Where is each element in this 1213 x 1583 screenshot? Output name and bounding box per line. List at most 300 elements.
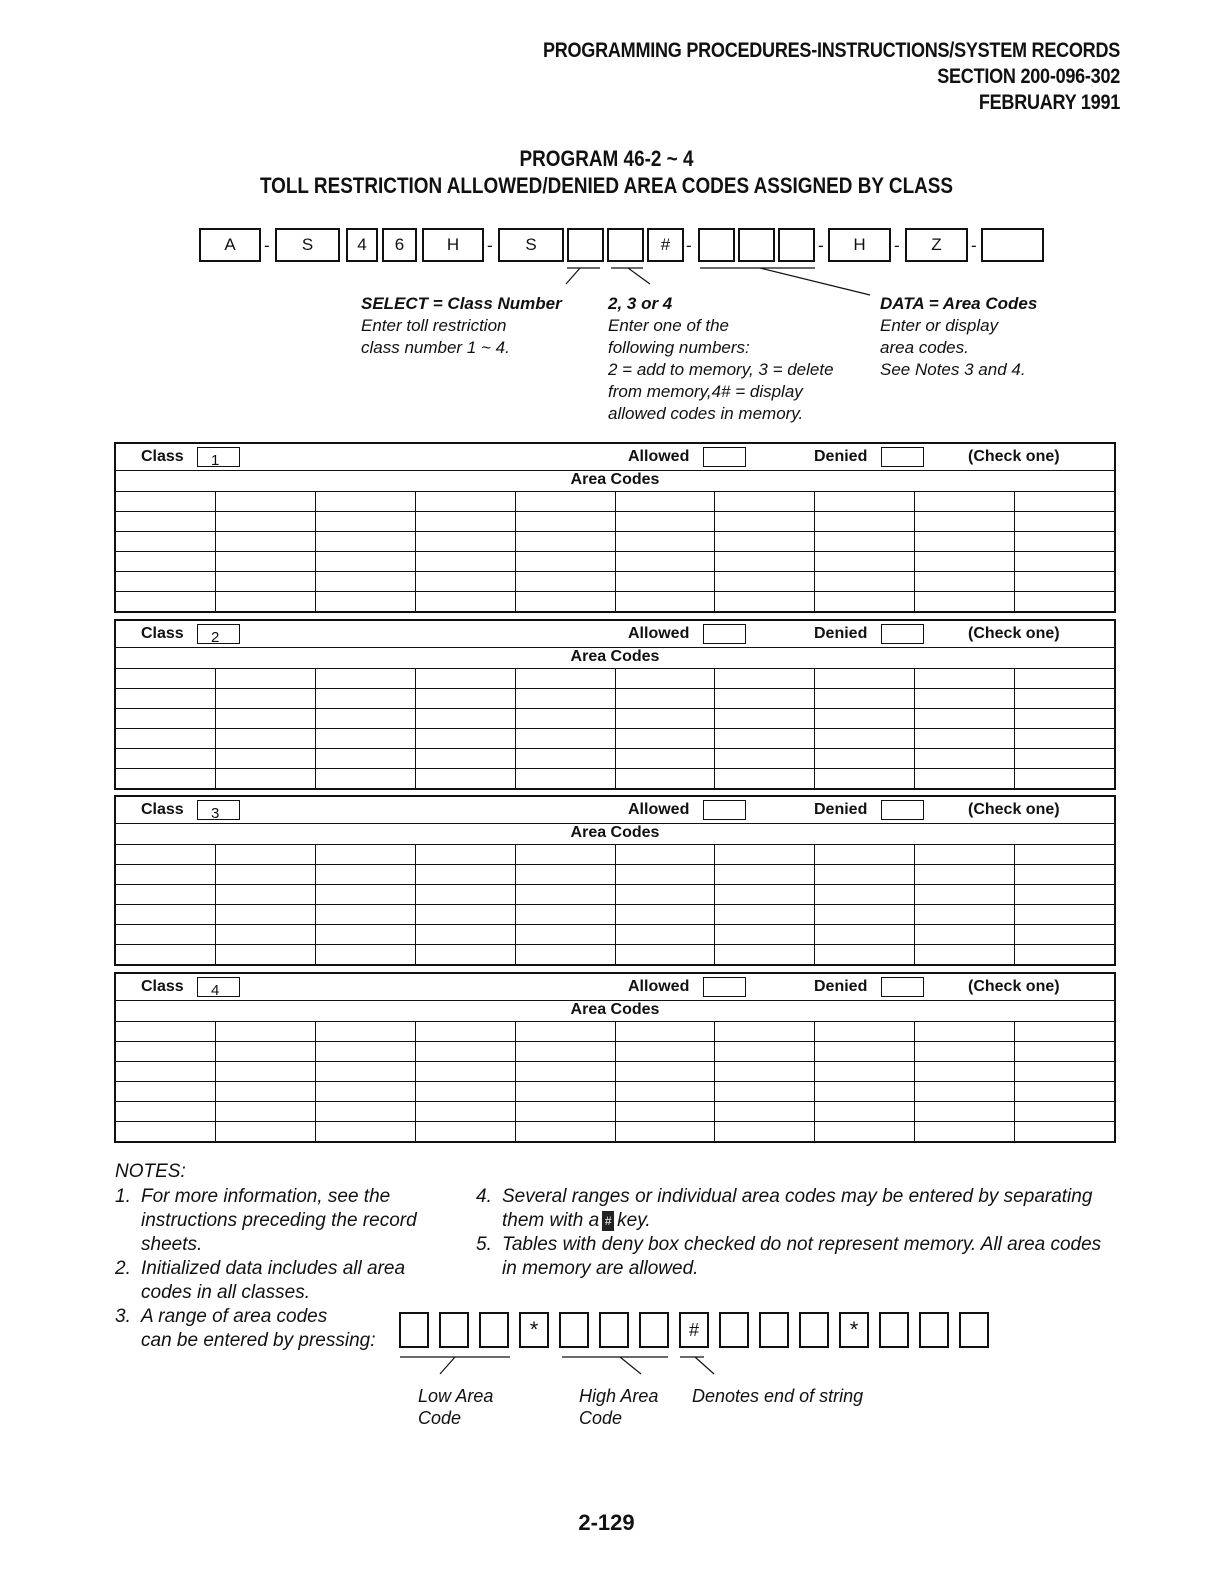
area-code-cell[interactable] [116,592,216,611]
area-code-cell[interactable] [516,1122,616,1141]
area-code-cell[interactable] [616,1022,716,1041]
area-code-cell[interactable] [216,865,316,884]
area-code-cell[interactable] [616,709,716,728]
area-code-cell[interactable] [116,1082,216,1101]
area-code-cell[interactable] [316,865,416,884]
area-code-cell[interactable] [715,1042,815,1061]
area-code-cell[interactable] [815,492,915,511]
denied-label: Denied [814,978,868,995]
class-table-header [116,974,1114,1000]
area-code-cell[interactable] [715,592,815,611]
area-code-cell[interactable] [1015,669,1114,688]
table-row [116,728,1114,748]
area-code-cell[interactable] [116,885,216,904]
area-code-cell[interactable] [316,1102,416,1121]
area-code-cell[interactable] [216,1062,316,1081]
area-code-cell[interactable] [316,1082,416,1101]
area-code-cell[interactable] [915,689,1015,708]
area-code-cell[interactable] [516,749,616,768]
area-code-cell[interactable] [316,769,416,788]
area-code-cell[interactable] [815,1022,915,1041]
area-code-cell[interactable] [416,552,516,571]
allowed-label: Allowed [628,978,690,995]
area-code-cell[interactable] [1015,905,1114,924]
area-code-cell[interactable] [516,925,616,944]
area-code-cell[interactable] [616,1062,716,1081]
table-row [116,1061,1114,1081]
table-row [116,668,1114,688]
area-code-cell[interactable] [116,905,216,924]
area-code-cell[interactable] [815,729,915,748]
area-code-cell[interactable] [216,669,316,688]
table-row [116,924,1114,944]
area-code-cell[interactable] [815,592,915,611]
area-code-cell[interactable] [216,592,316,611]
area-code-cell[interactable] [416,1042,516,1061]
data-title: DATA = Area Codes [880,294,1038,313]
key-dash: - [971,236,977,255]
area-code-cell[interactable] [116,689,216,708]
area-code-cell[interactable] [815,689,915,708]
area-code-cell[interactable] [815,865,915,884]
area-code-cell[interactable] [416,532,516,551]
area-code-cell[interactable] [116,945,216,964]
area-code-cell[interactable] [116,1102,216,1121]
area-code-cell[interactable] [216,845,316,864]
area-code-cell[interactable] [116,552,216,571]
area-code-cell[interactable] [516,865,616,884]
area-code-cell[interactable] [715,1102,815,1121]
area-code-cell[interactable] [715,729,815,748]
area-code-cell[interactable] [1015,945,1114,964]
key-dash: - [264,236,270,255]
area-code-cell[interactable] [616,729,716,748]
area-code-cell[interactable] [915,532,1015,551]
area-code-cell[interactable] [516,845,616,864]
area-code-cell[interactable] [116,865,216,884]
area-code-cell[interactable] [1015,572,1114,591]
area-code-cell[interactable] [516,669,616,688]
range-box-9 [799,1312,829,1348]
denied-checkbox[interactable] [881,447,924,467]
table-row [116,531,1114,551]
area-code-cell[interactable] [715,885,815,904]
area-code-cell[interactable] [516,572,616,591]
area-codes-heading: Area Codes [116,823,1114,844]
class-number: 4 [211,982,220,999]
area-code-cell[interactable] [316,729,416,748]
area-code-cell[interactable] [1015,492,1114,511]
area-code-cell[interactable] [416,1062,516,1081]
area-code-cell[interactable] [116,572,216,591]
area-code-cell[interactable] [216,1102,316,1121]
note-1 [115,1185,455,1257]
area-code-cell[interactable] [915,845,1015,864]
area-code-cell[interactable] [216,885,316,904]
area-code-cell[interactable] [216,769,316,788]
area-code-cell[interactable] [715,925,815,944]
area-code-cell[interactable] [416,689,516,708]
area-code-cell[interactable] [715,749,815,768]
area-code-cell[interactable] [416,1082,516,1101]
area-code-cell[interactable] [316,845,416,864]
area-code-cell[interactable] [316,885,416,904]
area-code-cell[interactable] [616,592,716,611]
area-code-cell[interactable] [616,492,716,511]
area-code-cell[interactable] [316,749,416,768]
area-code-cell[interactable] [915,769,1015,788]
area-code-cell[interactable] [1015,1122,1114,1141]
area-code-cell[interactable] [316,1062,416,1081]
area-code-cell[interactable] [216,945,316,964]
area-code-cell[interactable] [915,1122,1015,1141]
area-code-cell[interactable] [516,769,616,788]
area-code-grid [116,844,1114,964]
table-row [116,768,1114,788]
area-code-cell[interactable] [915,885,1015,904]
area-code-cell[interactable] [616,552,716,571]
area-code-cell[interactable] [216,729,316,748]
table-row [116,551,1114,571]
note-text: sheets. [141,1234,203,1255]
area-code-cell[interactable] [815,552,915,571]
area-code-cell[interactable] [516,1062,616,1081]
area-code-cell[interactable] [416,1022,516,1041]
area-code-cell[interactable] [715,945,815,964]
area-code-cell[interactable] [116,769,216,788]
class-number-box [197,800,240,820]
area-code-cell[interactable] [516,532,616,551]
allowed-checkbox[interactable] [703,800,746,820]
area-code-cell[interactable] [915,492,1015,511]
area-code-cell[interactable] [416,945,516,964]
key-a: A [199,228,261,262]
area-code-cell[interactable] [316,532,416,551]
area-code-cell[interactable] [815,945,915,964]
area-code-cell[interactable] [815,749,915,768]
area-code-cell[interactable] [1015,1062,1114,1081]
range-box-3 [479,1312,509,1348]
area-code-cell[interactable] [1015,1102,1114,1121]
area-code-cell[interactable] [1015,592,1114,611]
area-code-cell[interactable] [216,532,316,551]
area-code-cell[interactable] [915,865,1015,884]
area-code-cell[interactable] [616,1082,716,1101]
area-code-cell[interactable] [815,572,915,591]
area-code-cell[interactable] [316,669,416,688]
area-code-cell[interactable] [915,1042,1015,1061]
area-code-cell[interactable] [715,709,815,728]
area-code-cell[interactable] [915,1102,1015,1121]
area-code-cell[interactable] [1015,1042,1114,1061]
area-code-cell[interactable] [316,552,416,571]
area-code-cell[interactable] [216,1022,316,1041]
area-code-cell[interactable] [715,552,815,571]
allowed-checkbox[interactable] [703,447,746,467]
area-code-cell[interactable] [915,749,1015,768]
area-code-cell[interactable] [116,1022,216,1041]
area-code-cell[interactable] [616,865,716,884]
key-hash: # [647,228,684,262]
key-4: 4 [346,228,378,262]
range-box-7 [719,1312,749,1348]
key-dash: - [686,236,692,255]
area-code-cell[interactable] [416,1102,516,1121]
area-code-cell[interactable] [416,572,516,591]
table-row [116,708,1114,728]
area-code-cell[interactable] [216,709,316,728]
table-row [116,864,1114,884]
area-code-cell[interactable] [616,1102,716,1121]
area-code-cell[interactable] [915,945,1015,964]
note-number: 2. [115,1258,131,1279]
area-code-cell[interactable] [616,669,716,688]
area-code-cell[interactable] [416,885,516,904]
area-code-cell[interactable] [416,709,516,728]
area-code-cell[interactable] [516,492,616,511]
area-code-cell[interactable] [216,1122,316,1141]
area-code-cell[interactable] [815,1062,915,1081]
option-line-5: allowed codes in memory. [608,404,804,423]
note-number: 5. [476,1234,492,1255]
key-dash: - [894,236,900,255]
area-code-cell[interactable] [815,532,915,551]
area-code-cell[interactable] [815,1122,915,1141]
area-code-cell[interactable] [316,689,416,708]
area-code-cell[interactable] [416,492,516,511]
area-code-cell[interactable] [316,512,416,531]
area-codes-heading: Area Codes [116,647,1114,668]
area-code-cell[interactable] [1015,729,1114,748]
area-code-cell[interactable] [815,512,915,531]
area-code-cell[interactable] [616,925,716,944]
area-code-cell[interactable] [316,905,416,924]
area-code-cell[interactable] [915,592,1015,611]
area-code-cell[interactable] [516,709,616,728]
area-code-cell[interactable] [116,925,216,944]
area-code-cell[interactable] [1015,709,1114,728]
area-code-cell[interactable] [915,1082,1015,1101]
area-code-cell[interactable] [416,592,516,611]
area-code-cell[interactable] [216,572,316,591]
area-code-cell[interactable] [715,1022,815,1041]
area-code-cell[interactable] [915,1062,1015,1081]
area-code-cell[interactable] [516,905,616,924]
area-code-cell[interactable] [1015,689,1114,708]
check-one-label: (Check one) [968,448,1060,465]
denied-checkbox[interactable] [881,624,924,644]
allowed-checkbox[interactable] [703,624,746,644]
area-code-cell[interactable] [316,592,416,611]
area-code-cell[interactable] [216,689,316,708]
area-code-cell[interactable] [116,532,216,551]
area-code-cell[interactable] [715,1082,815,1101]
area-code-cell[interactable] [216,749,316,768]
area-code-cell[interactable] [316,709,416,728]
area-code-cell[interactable] [915,905,1015,924]
area-code-cell[interactable] [915,552,1015,571]
area-code-cell[interactable] [616,769,716,788]
area-code-cell[interactable] [1015,1022,1114,1041]
area-code-cell[interactable] [416,749,516,768]
area-code-cell[interactable] [715,865,815,884]
area-code-cell[interactable] [715,689,815,708]
area-code-cell[interactable] [116,1042,216,1061]
area-code-cell[interactable] [316,1042,416,1061]
area-code-cell[interactable] [715,669,815,688]
area-code-cell[interactable] [116,749,216,768]
area-code-cell[interactable] [715,769,815,788]
area-code-cell[interactable] [815,1102,915,1121]
area-code-cell[interactable] [516,592,616,611]
area-code-cell[interactable] [616,945,716,964]
allowed-label: Allowed [628,448,690,465]
area-code-cell[interactable] [616,905,716,924]
area-code-cell[interactable] [715,845,815,864]
area-code-cell[interactable] [116,1122,216,1141]
area-code-cell[interactable] [715,1122,815,1141]
area-code-cell[interactable] [616,572,716,591]
area-code-cell[interactable] [1015,925,1114,944]
area-code-cell[interactable] [616,689,716,708]
area-code-cell[interactable] [915,709,1015,728]
area-code-cell[interactable] [1015,512,1114,531]
area-code-cell[interactable] [715,532,815,551]
area-code-cell[interactable] [1015,885,1114,904]
area-code-cell[interactable] [516,1042,616,1061]
area-code-cell[interactable] [715,1062,815,1081]
area-code-cell[interactable] [416,905,516,924]
area-code-cell[interactable] [815,885,915,904]
table-row [116,1021,1114,1041]
area-code-cell[interactable] [516,1082,616,1101]
area-code-cell[interactable] [316,1022,416,1041]
option-title: 2, 3 or 4 [608,294,673,313]
area-code-cell[interactable] [815,845,915,864]
high-line-1: High Area [579,1386,659,1406]
allowed-label: Allowed [628,625,690,642]
class-label: Class [141,625,184,642]
range-box-8 [759,1312,789,1348]
area-code-cell[interactable] [216,512,316,531]
area-code-cell[interactable] [815,1082,915,1101]
area-code-cell[interactable] [116,709,216,728]
area-code-cell[interactable] [715,905,815,924]
area-code-cell[interactable] [516,689,616,708]
area-code-cell[interactable] [316,492,416,511]
area-code-cell[interactable] [516,729,616,748]
key-dash: - [487,236,493,255]
area-code-cell[interactable] [915,669,1015,688]
area-code-cell[interactable] [516,945,616,964]
area-code-cell[interactable] [216,552,316,571]
area-code-cell[interactable] [1015,769,1114,788]
area-code-cell[interactable] [416,729,516,748]
area-code-cell[interactable] [915,572,1015,591]
area-code-cell[interactable] [1015,1082,1114,1101]
area-code-cell[interactable] [815,925,915,944]
area-code-cell[interactable] [416,769,516,788]
area-code-cell[interactable] [915,729,1015,748]
area-code-cell[interactable] [516,885,616,904]
area-code-cell[interactable] [116,729,216,748]
area-code-cell[interactable] [216,925,316,944]
area-code-cell[interactable] [815,669,915,688]
area-code-cell[interactable] [1015,845,1114,864]
area-code-cell[interactable] [815,709,915,728]
area-code-cell[interactable] [516,552,616,571]
area-code-cell[interactable] [216,1042,316,1061]
area-code-cell[interactable] [1015,749,1114,768]
area-code-cell[interactable] [316,945,416,964]
area-code-cell[interactable] [416,865,516,884]
area-code-cell[interactable] [316,572,416,591]
area-code-cell[interactable] [915,925,1015,944]
note-2 [115,1257,455,1305]
area-code-cell[interactable] [116,669,216,688]
area-code-cell[interactable] [616,1122,716,1141]
area-code-cell[interactable] [616,1042,716,1061]
area-code-cell[interactable] [915,512,1015,531]
area-code-cell[interactable] [316,925,416,944]
area-code-cell[interactable] [416,512,516,531]
range-box-11 [919,1312,949,1348]
area-code-cell[interactable] [815,1042,915,1061]
area-code-cell[interactable] [216,905,316,924]
area-code-cell[interactable] [815,769,915,788]
area-code-cell[interactable] [616,845,716,864]
area-code-cell[interactable] [216,492,316,511]
area-code-cell[interactable] [316,1122,416,1141]
area-code-cell[interactable] [116,845,216,864]
area-code-cell[interactable] [616,532,716,551]
area-code-cell[interactable] [416,1122,516,1141]
range-star-2: * [839,1312,869,1348]
area-code-cell[interactable] [1015,532,1114,551]
area-code-cell[interactable] [616,512,716,531]
area-code-cell[interactable] [915,1022,1015,1041]
area-code-cell[interactable] [416,845,516,864]
allowed-checkbox[interactable] [703,977,746,997]
select-label [361,293,562,359]
class-table-1 [114,442,1116,613]
table-row [116,944,1114,964]
area-code-cell[interactable] [616,749,716,768]
area-code-cell[interactable] [416,669,516,688]
area-code-cell[interactable] [216,1082,316,1101]
area-code-cell[interactable] [1015,865,1114,884]
area-code-cell[interactable] [116,512,216,531]
area-code-cell[interactable] [116,492,216,511]
range-pointer-lines [0,1350,1213,1390]
denied-checkbox[interactable] [881,800,924,820]
denied-checkbox[interactable] [881,977,924,997]
area-code-cell[interactable] [516,1102,616,1121]
class-number: 3 [211,805,220,822]
area-code-cell[interactable] [516,1022,616,1041]
option-line-2: following numbers: [608,338,750,357]
area-code-cell[interactable] [616,885,716,904]
area-code-cell[interactable] [516,512,616,531]
area-code-cell[interactable] [1015,552,1114,571]
area-code-cell[interactable] [116,1062,216,1081]
area-code-cell[interactable] [416,925,516,944]
area-code-cell[interactable] [715,492,815,511]
table-row [116,1041,1114,1061]
area-code-cell[interactable] [715,512,815,531]
area-code-cell[interactable] [815,905,915,924]
area-code-cell[interactable] [715,572,815,591]
